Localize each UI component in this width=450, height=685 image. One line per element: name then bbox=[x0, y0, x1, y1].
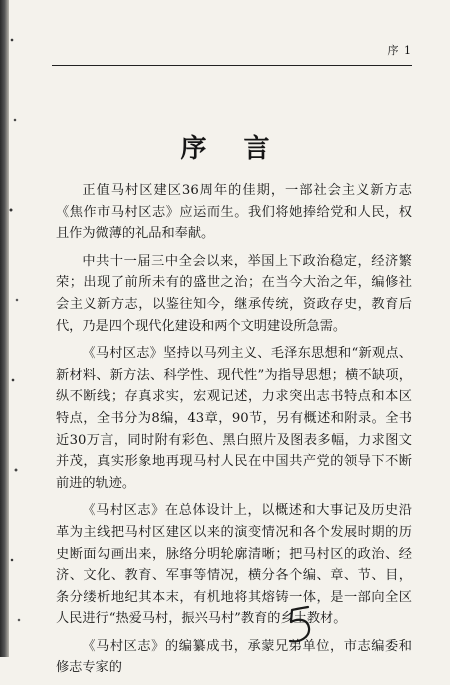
paragraph-1: 正值马村区建区36周年的佳期，一部社会主义新方志《焦作市马村区志》应运而生。我们将她捧给党和人民，权且作为微薄的礼品和奉献。 bbox=[56, 183, 412, 242]
paragraph-3: 《马村区志》坚持以马列主义、毛泽东思想和“新观点、新材料、新方法、科学性、现代性”为指导思想；横不缺项，纵不断线；存真求实，宏观记述，力求突出志书特点和本区特点，全书分为8编，43章，90节，另有概述和附录。全书近30万言，同时附有彩色、黑白照片及图表多幅，力求图文并茂，真实形象地再现马村人民在中国共产党的领导下不断前进的轨迹。 bbox=[56, 346, 412, 491]
header-text: 序 1 bbox=[387, 44, 412, 57]
header-rule bbox=[52, 65, 412, 66]
binding-speckle bbox=[9, 0, 23, 657]
body-text bbox=[56, 180, 412, 685]
paragraph-5: 《马村区志》的编纂成书，承蒙兄弟单位，市志编委和修志专家的 bbox=[56, 638, 412, 676]
paragraph-2: 中共十一届三中全会以来，举国上下政治稳定，经济繁荣；出现了前所未有的盛世之治；在当今大治之年，编修社会主义新方志，以鉴往知今，继承传统，资政存史，教育后代，乃是四个现代化建设和两个文明建设所急需。 bbox=[56, 253, 412, 334]
paragraph-4: 《马村区志》在总体设计上，以概述和大事记及历史沿革为主线把马村区建区以来的演变情况和各个发展时期的历史断面勾画出来，脉络分明轮廓清晰；把马村区的政治、经济、文化、教育、军事等情况，横分各个编、章、节、目，条分缕析地纪其本末，有机地将其熔铸一体，是一部向全区人民进行“热爱马村，振兴马村”教育的乡土教材。 bbox=[56, 503, 412, 627]
handwritten-mark bbox=[284, 604, 318, 646]
page-title: 序 言 bbox=[180, 134, 284, 164]
binding-edge bbox=[0, 0, 9, 657]
running-header bbox=[52, 40, 412, 66]
